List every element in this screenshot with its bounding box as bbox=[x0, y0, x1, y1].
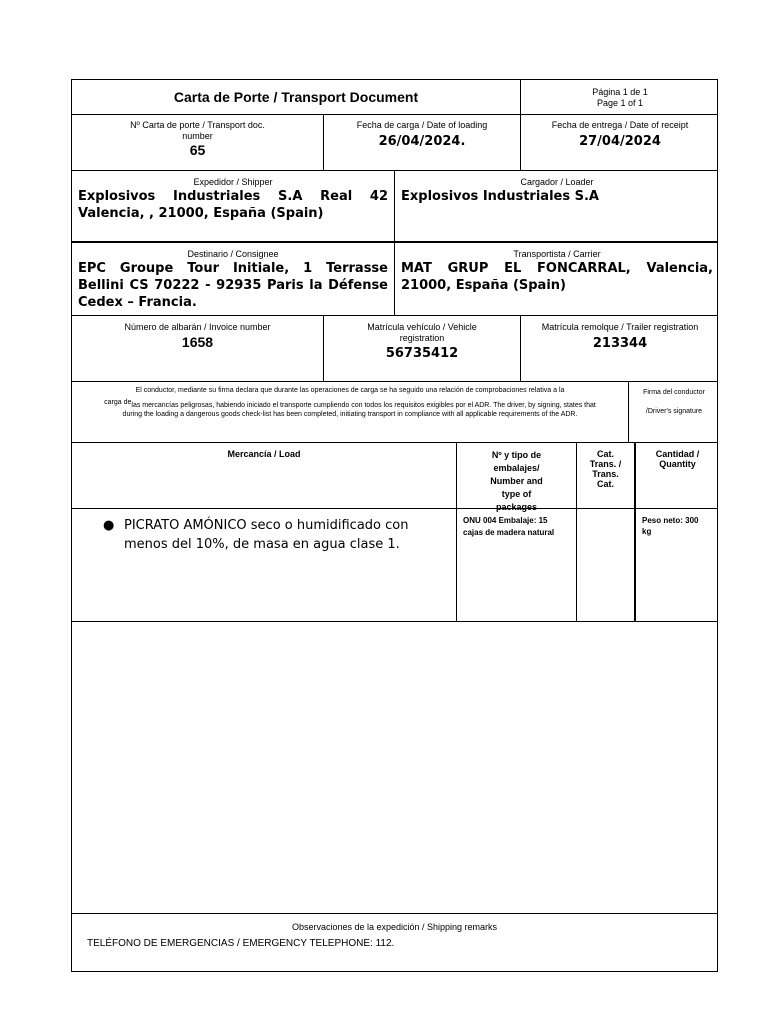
row-load-cell bbox=[72, 509, 456, 621]
invoice-cell bbox=[72, 316, 323, 381]
col-qty-header bbox=[634, 443, 719, 508]
remarks-row bbox=[72, 914, 717, 973]
doc-number-cell bbox=[72, 115, 323, 170]
vehicle-value: 56735412 bbox=[385, 346, 459, 361]
shipper-row bbox=[72, 171, 717, 243]
title-cell bbox=[72, 80, 520, 114]
dates-row bbox=[72, 115, 717, 171]
row-packages-text: ONU 004 Embalaje: 15 cajas de madera natural bbox=[463, 516, 555, 537]
receipt-date-label: Fecha de entrega / Date of receipt bbox=[551, 120, 689, 130]
col-load-header bbox=[72, 443, 456, 508]
col-load-label: Mercancía / Load bbox=[227, 449, 301, 459]
row-qty-text: Peso neto: 300 kg bbox=[642, 516, 699, 536]
shipper-value: Explosivos Industriales S.A Real 42 Valencia, , 21000, España (Spain) bbox=[78, 189, 388, 221]
loader-label: Cargador / Loader bbox=[520, 177, 594, 187]
consignee-cell bbox=[72, 243, 394, 315]
shipper-label: Expedidor / Shipper bbox=[193, 177, 273, 187]
col-packages-label: Nº y tipo de embalajes/ Number and type of packages bbox=[490, 450, 543, 512]
receipt-date-cell bbox=[520, 115, 719, 170]
vehicle-label: Matrícula vehículo / Vehicle registration bbox=[367, 322, 477, 343]
row-qty-cell bbox=[634, 509, 719, 621]
consignee-row bbox=[72, 243, 717, 316]
empty-area bbox=[72, 622, 717, 914]
row-cat-cell bbox=[576, 509, 634, 621]
carrier-label: Transportista / Carrier bbox=[513, 249, 601, 259]
trailer-value: 213344 bbox=[592, 336, 648, 351]
invoice-label: Número de albarán / Invoice number bbox=[124, 322, 271, 332]
remarks-value: TELÉFONO DE EMERGENCIAS / EMERGENCY TELEPHONE: 112. bbox=[87, 938, 395, 949]
loading-date-cell bbox=[323, 115, 520, 170]
doc-number-label: Nº Carta de porte / Transport doc. number bbox=[130, 120, 265, 141]
row-load-text: PICRATO AMÓNICO seco o humidificado con menos del 10%, de masa en agua clase 1. bbox=[124, 518, 409, 552]
title-row bbox=[72, 80, 717, 115]
table-row bbox=[72, 509, 717, 622]
invoice-value: 1658 bbox=[181, 334, 214, 350]
page-number-cell bbox=[520, 80, 719, 114]
registration-row bbox=[72, 316, 717, 382]
col-cat-label: Cat. Trans. / Trans. Cat. bbox=[589, 449, 622, 489]
trailer-cell bbox=[520, 316, 719, 381]
transport-document bbox=[71, 79, 718, 972]
signature-label-1: Firma del conductor bbox=[643, 389, 705, 396]
declaration-cell bbox=[72, 382, 628, 442]
col-cat-header bbox=[576, 443, 634, 508]
declaration-text-block bbox=[98, 398, 602, 419]
signature-label-2: /Driver's signature bbox=[645, 408, 703, 415]
declaration-text-1: El conductor, mediante su firma declara que durante las operaciones de carga se ha seguido una relación de comprobaciones relativa a la bbox=[135, 387, 565, 394]
col-qty-label: Cantidad / Quantity bbox=[655, 449, 700, 469]
shipper-cell bbox=[72, 171, 394, 241]
table-header-row bbox=[72, 443, 717, 512]
consignee-label: Destinario / Consignee bbox=[187, 249, 279, 259]
consignee-value: EPC Groupe Tour Initiale, 1 Terrasse Bellini CS 70222 - 92935 Paris la Défense Cedex – Francia. bbox=[78, 261, 388, 310]
page-number-es: Página 1 de 1 bbox=[592, 87, 648, 97]
carrier-value: MAT GRUP EL FONCARRAL, Valencia, 21000, España (Spain) bbox=[401, 261, 713, 293]
declaration-text-2: carga de bbox=[104, 399, 132, 406]
bullet-icon: ● bbox=[103, 518, 115, 533]
col-packages-header bbox=[456, 443, 576, 512]
trailer-label: Matrícula remolque / Trailer registration bbox=[541, 322, 699, 332]
loader-value: Explosivos Industriales S.A bbox=[401, 189, 599, 204]
loader-cell bbox=[394, 171, 719, 241]
vehicle-cell bbox=[323, 316, 520, 381]
page-title: Carta de Porte / Transport Document bbox=[173, 89, 419, 105]
loading-date-label: Fecha de carga / Date of loading bbox=[356, 120, 488, 130]
row-load-item bbox=[103, 516, 450, 554]
carrier-cell bbox=[394, 243, 719, 315]
remarks-label: Observaciones de la expedición / Shipping remarks bbox=[291, 922, 498, 932]
signature-cell bbox=[628, 382, 719, 442]
declaration-row bbox=[72, 382, 717, 443]
page-number-en: Page 1 of 1 bbox=[596, 98, 644, 108]
doc-number-value: 65 bbox=[189, 142, 206, 158]
loading-date-value: 26/04/2024. bbox=[378, 134, 466, 149]
declaration-text-3: las mercancías peligrosas, habiendo iniciado el transporte cumpliendo con todos los requisitos exigibles por el ADR. The driver, by signing, states that during the loading a dangerous goods check-list has been completed, initiating transport in compliance with all applicable requirements of the ADR. bbox=[122, 402, 596, 418]
receipt-date-value: 27/04/2024 bbox=[579, 134, 661, 149]
row-packages-cell bbox=[456, 509, 576, 621]
